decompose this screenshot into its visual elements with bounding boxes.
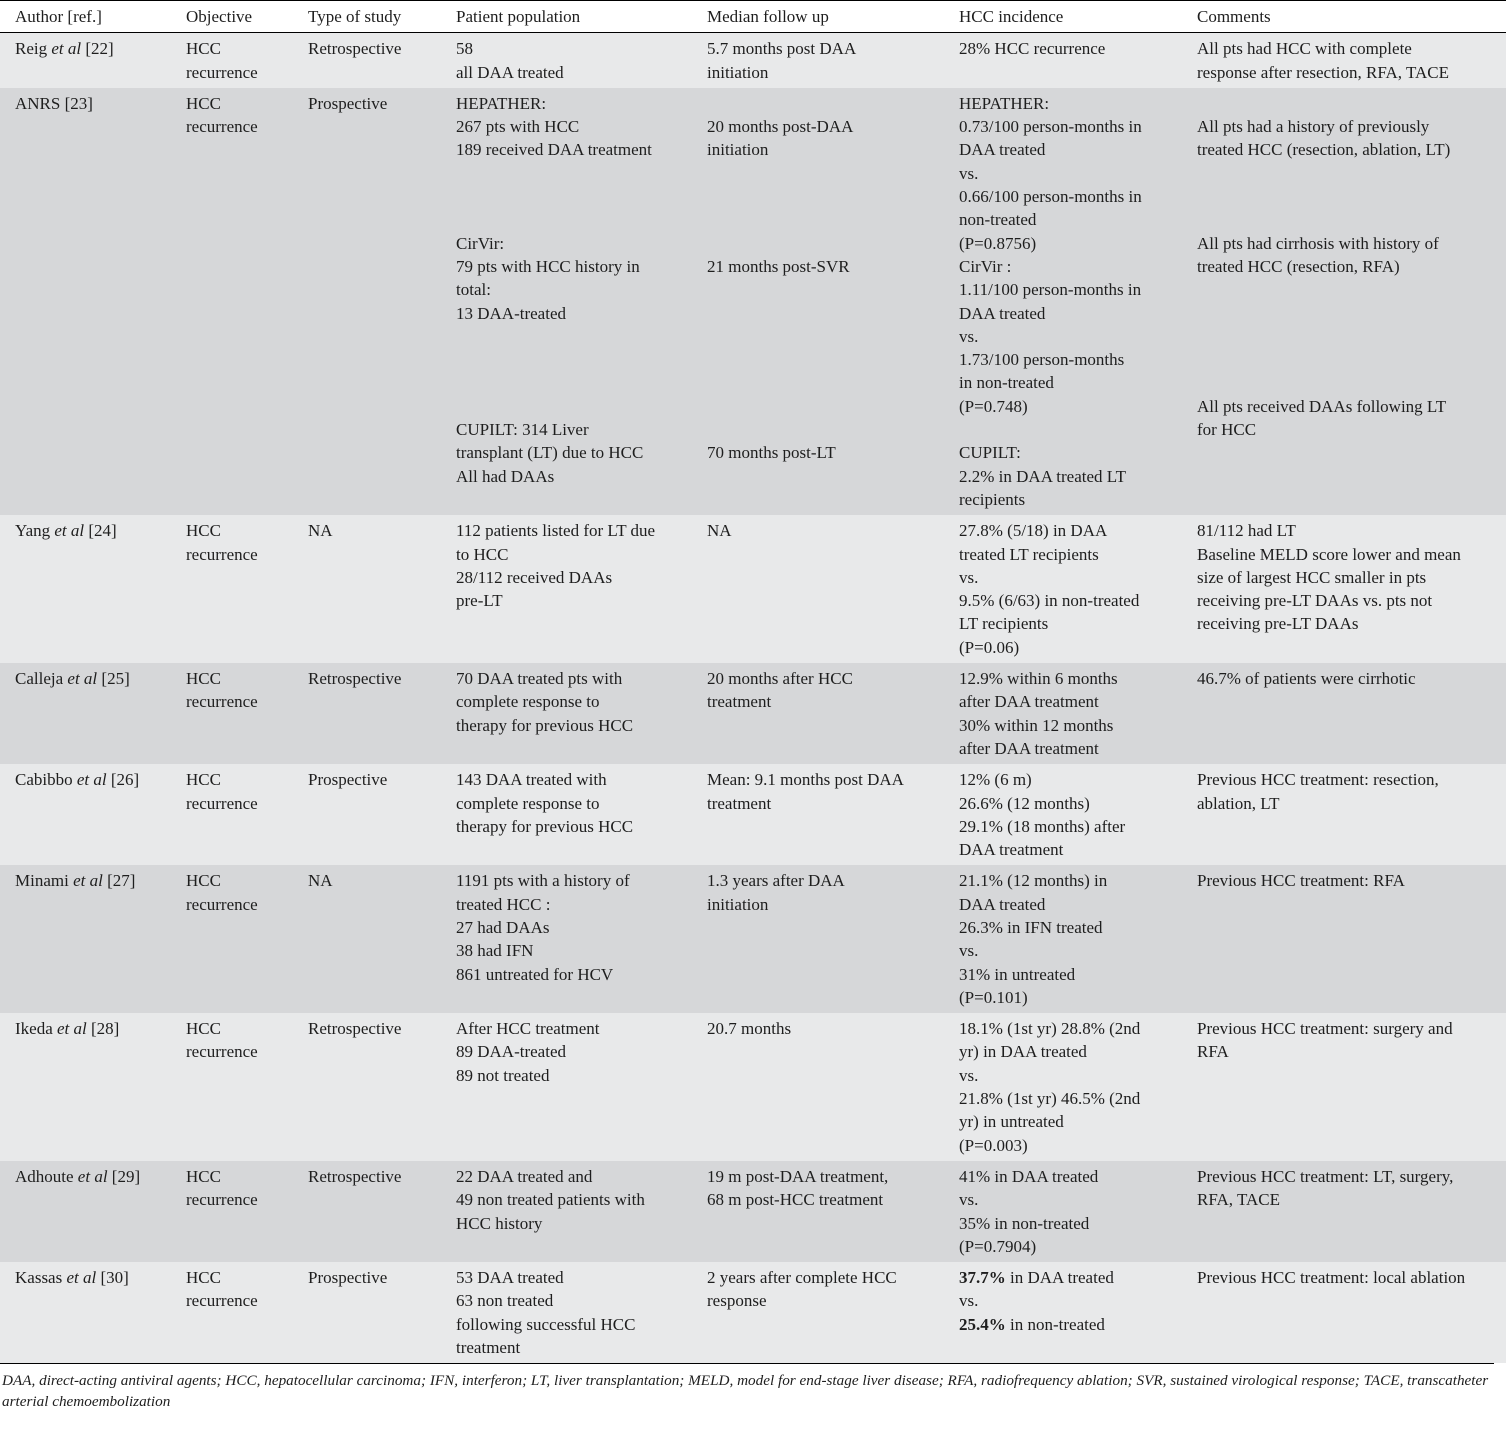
cell-line: (P=0.003): [959, 1135, 1028, 1155]
cell-line: receiving pre-LT DAAs vs. pts not: [1197, 591, 1433, 611]
author-etal: et al: [66, 1268, 97, 1288]
cell-line: 79 pts with HCC history in: [456, 256, 640, 276]
cell-line: RFA, TACE: [1197, 1190, 1281, 1210]
cell-line: response after resection, RFA, TACE: [1197, 62, 1450, 82]
cell-line: therapy for previous HCC: [456, 816, 634, 836]
author-name: Cabibbo: [15, 770, 73, 790]
cell-line: 46.7% of patients were cirrhotic: [1197, 669, 1416, 689]
cell-followup: [692, 865, 944, 1013]
cell-author: [0, 1262, 171, 1363]
cell-population: [441, 1013, 692, 1161]
cell-type: [293, 1161, 441, 1262]
cell-line: Previous HCC treatment: surgery and: [1197, 1019, 1453, 1039]
cell-type: [293, 764, 441, 865]
cell-author: [0, 1013, 171, 1161]
author-name: Kassas: [15, 1268, 63, 1288]
cell-line: [707, 395, 938, 418]
cell-line: [456, 162, 686, 185]
cell-line: in non-treated: [959, 373, 1054, 393]
cell-line: (P=0.7904): [959, 1236, 1037, 1256]
cell-line: to HCC: [456, 544, 509, 564]
cell-line: 0.73/100 person-months in: [959, 117, 1142, 137]
cell-population: [441, 33, 692, 88]
cell-followup: [692, 1262, 944, 1363]
cell-line: vs.: [959, 941, 979, 961]
author-ref: [23]: [64, 93, 93, 113]
cell-population: [441, 865, 692, 1013]
author-name: Adhoute: [15, 1166, 74, 1186]
cell-incidence: [944, 515, 1182, 663]
cell-line: 21.1% (12 months) in: [959, 871, 1108, 891]
cell-line: 38 had IFN: [456, 941, 534, 961]
cell-line: After HCC treatment: [456, 1019, 600, 1039]
cell-line: vs.: [959, 1190, 979, 1210]
author-etal: et al: [54, 521, 85, 541]
cell-line: total:: [456, 280, 491, 300]
cell-incidence: [944, 1161, 1182, 1262]
cell-line: HCC: [186, 1166, 221, 1186]
cell-line: [456, 185, 686, 208]
cell-type: [293, 1262, 441, 1363]
cell-line: therapy for previous HCC: [456, 715, 634, 735]
cell-author: [0, 865, 171, 1013]
cell-line: 0.66/100 person-months in: [959, 187, 1142, 207]
cell-line: [707, 162, 938, 185]
cell-author: [0, 33, 171, 88]
cell-line: receiving pre-LT DAAs: [1197, 614, 1359, 634]
cell-line: Previous HCC treatment: RFA: [1197, 871, 1405, 891]
cell-line: 18.1% (1st yr) 28.8% (2nd: [959, 1019, 1141, 1039]
cell-comments: [1182, 764, 1506, 865]
cell-line: 28% HCC recurrence: [959, 39, 1106, 59]
cell-type: [293, 515, 441, 663]
cell-line: 49 non treated patients with: [456, 1190, 645, 1210]
cell-line: CirVir :: [959, 256, 1012, 276]
header-type: Type of study: [293, 1, 441, 33]
cell-followup: [692, 1013, 944, 1161]
cell-line: (P=0.8756): [959, 233, 1037, 253]
cell-type: [293, 1013, 441, 1161]
cell-line: [456, 208, 686, 231]
line-text: vs.: [959, 1291, 979, 1311]
cell-objective: [171, 515, 293, 663]
cell-comments: [1182, 865, 1506, 1013]
cell-objective: [171, 1161, 293, 1262]
cell-line: DAA treated: [959, 303, 1046, 323]
cell-line: treated HCC (resection, ablation, LT): [1197, 140, 1451, 160]
cell-line: 68 m post-HCC treatment: [707, 1190, 884, 1210]
cell-line: 20 months after HCC: [707, 669, 853, 689]
cell-line: HCC: [186, 93, 221, 113]
cell-line: 5.7 months post DAA: [707, 39, 857, 59]
header-row: [0, 1, 1506, 33]
cell-line: recurrence: [186, 1190, 258, 1210]
cell-line: non-treated: [959, 210, 1037, 230]
table-row: [0, 1013, 1506, 1161]
cell-line: recurrence: [186, 692, 258, 712]
cell-line: HCC: [186, 871, 221, 891]
author-ref: [26]: [110, 770, 140, 790]
table-row: [0, 88, 1506, 515]
cell-line: 27 had DAAs: [456, 917, 550, 937]
author-etal: et al: [51, 39, 82, 59]
cell-line: [456, 371, 686, 394]
cell-line: treatment: [456, 1338, 521, 1358]
author-ref: [30]: [100, 1268, 129, 1288]
cell-author: [0, 663, 171, 764]
cell-line: treated HCC (resection, RFA): [1197, 256, 1400, 276]
cell-line: CUPILT:: [959, 443, 1021, 463]
cell-line: Retrospective: [308, 669, 402, 689]
cell-line: recurrence: [186, 1042, 258, 1062]
cell-objective: [171, 764, 293, 865]
cell-line: 19 m post-DAA treatment,: [707, 1166, 889, 1186]
author-ref: [28]: [91, 1019, 120, 1039]
cell-line: Previous HCC treatment: LT, surgery,: [1197, 1166, 1454, 1186]
cell-line: [707, 208, 938, 231]
cell-line: 53 DAA treated: [456, 1268, 564, 1288]
cell-line: Mean: 9.1 months post DAA: [707, 770, 904, 790]
cell-line: Baseline MELD score lower and mean: [1197, 544, 1461, 564]
cell-line: (P=0.101): [959, 987, 1028, 1007]
cell-incidence: [944, 764, 1182, 865]
cell-line: CirVir:: [456, 233, 505, 253]
cell-type: [293, 88, 441, 515]
cell-line: 30% within 12 months: [959, 715, 1114, 735]
cell-line: CUPILT: 314 Liver: [456, 420, 589, 440]
cell-line: response: [707, 1291, 767, 1311]
header-population: Patient population: [441, 1, 692, 33]
cell-line: HCC: [186, 39, 221, 59]
author-name: Calleja: [15, 669, 64, 689]
author-etal: et al: [73, 871, 103, 891]
cell-population: [441, 1161, 692, 1262]
cell-followup: [692, 663, 944, 764]
cell-objective: [171, 1013, 293, 1161]
author-name: Ikeda: [15, 1019, 53, 1039]
cell-line: 29.1% (18 months) after: [959, 816, 1126, 836]
cell-population: [441, 1262, 692, 1363]
author-etal: et al: [76, 770, 107, 790]
cell-line: [707, 302, 938, 325]
cell-line: [1197, 348, 1500, 371]
cell-followup: [692, 1161, 944, 1262]
table-row: [0, 1161, 1506, 1262]
cell-line: Previous HCC treatment: local ablation: [1197, 1268, 1466, 1288]
cell-line: initiation: [707, 140, 769, 160]
author-name: Reig: [15, 39, 48, 59]
cell-comments: [1182, 1013, 1506, 1161]
cell-line: DAA treated: [959, 894, 1046, 914]
cell-line: 112 patients listed for LT due: [456, 521, 656, 541]
cell-incidence: [944, 865, 1182, 1013]
cell-line: All pts received DAAs following LT: [1197, 396, 1447, 416]
cell-line: HCC history: [456, 1213, 543, 1233]
cell-line: yr) in DAA treated: [959, 1042, 1087, 1062]
cell-followup: [692, 764, 944, 865]
cell-line: [456, 325, 686, 348]
cell-line: 26.6% (12 months): [959, 793, 1090, 813]
cell-objective: [171, 663, 293, 764]
author-ref: [24]: [88, 521, 117, 541]
cell-line: following successful HCC: [456, 1314, 636, 1334]
cell-line: vs.: [959, 326, 979, 346]
cell-line: [456, 348, 686, 371]
cell-line: [959, 1313, 1176, 1336]
cell-line: 20.7 months: [707, 1019, 792, 1039]
cell-line: Retrospective: [308, 1166, 402, 1186]
cell-line: recurrence: [186, 793, 258, 813]
cell-line: HCC: [186, 669, 221, 689]
cell-line: recurrence: [186, 1291, 258, 1311]
cell-line: RFA: [1197, 1042, 1229, 1062]
header-comments: Comments: [1182, 1, 1506, 33]
cell-line: HCC: [186, 521, 221, 541]
cell-objective: [171, 865, 293, 1013]
cell-incidence: [944, 1262, 1182, 1363]
cell-line: 12% (6 m): [959, 770, 1032, 790]
cell-line: 13 DAA-treated: [456, 303, 566, 323]
table-row: [0, 663, 1506, 764]
table-footnote: DAA, direct-acting antiviral agents; HCC, hepatocellular carcinoma; IFN, interferon; LT, liver transplantation; MELD, model for end-stage liver disease; RFA, radiofrequency ablation; SVR, sustained virological response; TACE, transcatheter arterial chemoembolization: [0, 1363, 1494, 1412]
cell-line: HEPATHER:: [959, 93, 1050, 113]
cell-line: initiation: [707, 62, 769, 82]
author-name: ANRS: [15, 93, 61, 113]
cell-line: after DAA treatment: [959, 738, 1099, 758]
cell-line: 89 not treated: [456, 1065, 550, 1085]
cell-comments: [1182, 1262, 1506, 1363]
table-row: [0, 865, 1506, 1013]
cell-line: [707, 278, 938, 301]
cell-line: 20 months post-DAA: [707, 117, 854, 137]
cell-author: [0, 88, 171, 515]
cell-line: [707, 371, 938, 394]
cell-line: 89 DAA-treated: [456, 1042, 566, 1062]
cell-line: vs.: [959, 567, 979, 587]
cell-line: treated HCC :: [456, 894, 551, 914]
cell-line: 21.8% (1st yr) 46.5% (2nd: [959, 1089, 1141, 1109]
cell-line: transplant (LT) due to HCC: [456, 443, 644, 463]
cell-incidence: [944, 33, 1182, 88]
cell-line: Retrospective: [308, 1019, 402, 1039]
cell-line: [1197, 92, 1500, 115]
header-author: Author [ref.]: [0, 1, 171, 33]
cell-incidence: [944, 663, 1182, 764]
cell-line: [1197, 162, 1500, 185]
cell-line: [707, 418, 938, 441]
cell-line: recipients: [959, 489, 1026, 509]
cell-line: 1.73/100 person-months: [959, 350, 1125, 370]
cell-line: ablation, LT: [1197, 793, 1280, 813]
cell-incidence: [944, 1013, 1182, 1161]
cell-comments: [1182, 33, 1506, 88]
cell-line: [959, 1266, 1176, 1289]
cell-line: treatment: [707, 692, 772, 712]
cell-objective: [171, 33, 293, 88]
cell-line: 41% in DAA treated: [959, 1166, 1099, 1186]
cell-line: Prospective: [308, 93, 388, 113]
cell-line: vs.: [959, 163, 979, 183]
header-followup: Median follow up: [692, 1, 944, 33]
cell-line: NA: [308, 521, 333, 541]
cell-line: 31% in untreated: [959, 964, 1076, 984]
header-objective: Objective: [171, 1, 293, 33]
cell-line: complete response to: [456, 793, 600, 813]
cell-line: All pts had a history of previously: [1197, 117, 1430, 137]
table-body: [0, 33, 1506, 1364]
cell-line: 189 received DAA treatment: [456, 140, 652, 160]
cell-line: [959, 1289, 1176, 1312]
cell-line: (P=0.748): [959, 396, 1028, 416]
cell-line: All pts had HCC with complete: [1197, 39, 1412, 59]
table-row: [0, 764, 1506, 865]
cell-comments: [1182, 663, 1506, 764]
cell-line: [1197, 185, 1500, 208]
cell-population: [441, 764, 692, 865]
cell-line: [1197, 302, 1500, 325]
cell-line: initiation: [707, 894, 769, 914]
author-etal: et al: [77, 1166, 108, 1186]
cell-line: 9.5% (6/63) in non-treated: [959, 591, 1140, 611]
cell-followup: [692, 88, 944, 515]
cell-line: Retrospective: [308, 39, 402, 59]
cell-line: 1.11/100 person-months in: [959, 280, 1142, 300]
cell-line: all DAA treated: [456, 62, 564, 82]
cell-comments: [1182, 1161, 1506, 1262]
table-row: [0, 1262, 1506, 1363]
cell-line: All had DAAs: [456, 466, 555, 486]
cell-author: [0, 1161, 171, 1262]
cell-line: vs.: [959, 1065, 979, 1085]
cell-line: 12.9% within 6 months: [959, 669, 1118, 689]
cell-line: 35% in non-treated: [959, 1213, 1090, 1233]
cell-line: [959, 418, 1176, 441]
author-etal: et al: [57, 1019, 87, 1039]
cell-line: [1197, 371, 1500, 394]
cell-line: NA: [308, 871, 333, 891]
cell-line: 58: [456, 39, 473, 59]
author-ref: [27]: [107, 871, 136, 891]
header-incidence: HCC incidence: [944, 1, 1182, 33]
cell-line: [1197, 208, 1500, 231]
cell-line: 2 years after complete HCC: [707, 1268, 897, 1288]
cell-line: [1197, 325, 1500, 348]
author-ref: [22]: [85, 39, 114, 59]
bold-value: 37.7%: [959, 1268, 1006, 1288]
cell-population: [441, 515, 692, 663]
cell-objective: [171, 1262, 293, 1363]
cell-line: [707, 92, 938, 115]
cell-comments: [1182, 515, 1506, 663]
cell-line: [707, 185, 938, 208]
cell-line: Prospective: [308, 1268, 388, 1288]
cell-line: 267 pts with HCC: [456, 117, 580, 137]
cell-line: treatment: [707, 793, 772, 813]
cell-type: [293, 663, 441, 764]
cell-line: 27.8% (5/18) in DAA: [959, 521, 1108, 541]
cell-line: 28/112 received DAAs: [456, 567, 613, 587]
cell-population: [441, 663, 692, 764]
cell-line: (P=0.06): [959, 637, 1020, 657]
cell-line: 70 months post-LT: [707, 443, 836, 463]
cell-line: 1.3 years after DAA: [707, 871, 845, 891]
cell-line: 22 DAA treated and: [456, 1166, 593, 1186]
table-row: [0, 515, 1506, 663]
cell-objective: [171, 88, 293, 515]
cell-line: yr) in untreated: [959, 1112, 1064, 1132]
cell-line: [456, 395, 686, 418]
cell-line: HCC: [186, 1268, 221, 1288]
cell-line: 143 DAA treated with: [456, 770, 607, 790]
cell-line: for HCC: [1197, 420, 1257, 440]
cell-line: NA: [707, 521, 732, 541]
cell-type: [293, 865, 441, 1013]
cell-line: Previous HCC treatment: resection,: [1197, 770, 1439, 790]
line-text: in DAA treated: [1005, 1268, 1114, 1288]
cell-line: Prospective: [308, 770, 388, 790]
cell-line: 26.3% in IFN treated: [959, 917, 1103, 937]
cell-line: recurrence: [186, 117, 258, 137]
cell-type: [293, 33, 441, 88]
cell-line: [707, 325, 938, 348]
cell-line: [707, 232, 938, 255]
cell-line: 2.2% in DAA treated LT: [959, 466, 1126, 486]
cell-line: size of largest HCC smaller in pts: [1197, 567, 1427, 587]
cell-line: treated LT recipients: [959, 544, 1099, 564]
cell-line: complete response to: [456, 692, 600, 712]
author-etal: et al: [67, 669, 98, 689]
cell-line: 70 DAA treated pts with: [456, 669, 623, 689]
cell-line: [1197, 278, 1500, 301]
cell-incidence: [944, 88, 1182, 515]
cell-line: DAA treatment: [959, 840, 1064, 860]
cell-line: pre-LT: [456, 591, 503, 611]
cell-line: DAA treated: [959, 140, 1046, 160]
bold-value: 25.4%: [959, 1314, 1006, 1334]
cell-author: [0, 764, 171, 865]
table-row: [0, 33, 1506, 88]
cell-line: 21 months post-SVR: [707, 256, 850, 276]
cell-line: 861 untreated for HCV: [456, 964, 614, 984]
cell-followup: [692, 33, 944, 88]
cell-line: 63 non treated: [456, 1291, 554, 1311]
cell-line: HCC: [186, 770, 221, 790]
cell-line: recurrence: [186, 62, 258, 82]
cell-line: HEPATHER:: [456, 93, 547, 113]
cell-line: HCC: [186, 1019, 221, 1039]
cell-line: after DAA treatment: [959, 692, 1099, 712]
author-name: Yang: [15, 521, 51, 541]
author-ref: [25]: [101, 669, 130, 689]
cell-author: [0, 515, 171, 663]
cell-population: [441, 88, 692, 515]
cell-line: All pts had cirrhosis with history of: [1197, 233, 1439, 253]
author-ref: [29]: [111, 1166, 141, 1186]
cell-line: recurrence: [186, 894, 258, 914]
cell-line: 81/112 had LT: [1197, 521, 1296, 541]
cell-followup: [692, 515, 944, 663]
cell-line: [707, 348, 938, 371]
line-text: in non-treated: [1005, 1314, 1105, 1334]
cell-line: 1191 pts with a history of: [456, 871, 630, 891]
author-name: Minami: [15, 871, 69, 891]
cell-comments: [1182, 88, 1506, 515]
cell-line: recurrence: [186, 544, 258, 564]
cell-line: LT recipients: [959, 614, 1049, 634]
